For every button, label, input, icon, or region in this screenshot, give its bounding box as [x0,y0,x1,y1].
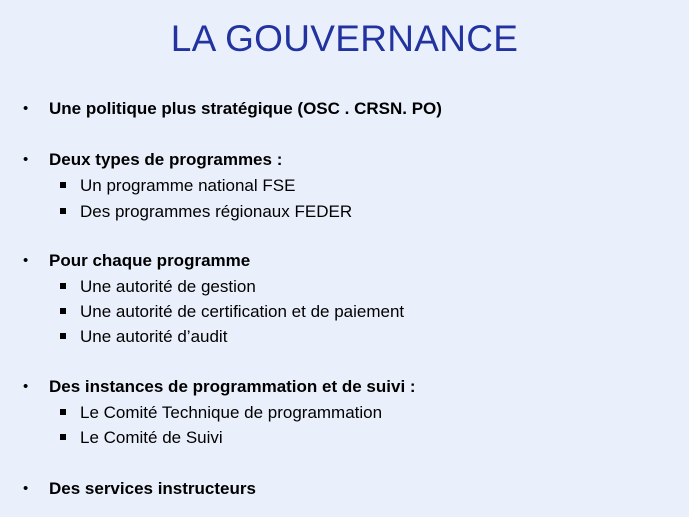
bullet-item [0,374,689,400]
sub-bullet-text: Une autorité d’audit [80,327,228,346]
sub-bullet-text: Une autorité de certification et de paiement [80,302,405,321]
sub-bullet-item [0,299,689,325]
sub-bullet-text: Le Comité Technique de programmation [80,403,383,422]
bullet-dot-icon: • [23,480,29,497]
bullet-item [0,248,689,274]
bullet-item [0,147,689,173]
bullet-heading: Deux types de programmes : [49,150,283,169]
sub-bullet-item [0,199,689,225]
bullet-heading: Des instances de programmation et de suivi : [49,377,416,396]
bullet-item [0,476,689,502]
bullet-dot-icon: • [23,100,29,117]
square-bullet-icon [60,283,66,289]
sub-bullet-text: Un programme national FSE [80,176,296,195]
bullet-item [0,96,689,122]
bullet-dot-icon: • [23,151,29,168]
sub-bullet-text: Des programmes régionaux FEDER [80,202,353,221]
bullet-heading: Pour chaque programme [49,251,251,270]
bullet-dot-icon: • [23,378,29,395]
sub-bullet-item [0,324,689,350]
sub-bullet-text: Une autorité de gestion [80,277,256,296]
square-bullet-icon [60,308,66,314]
square-bullet-icon [60,434,66,440]
slide-title: LA GOUVERNANCE [170,18,519,59]
sub-bullet-text: Le Comité de Suivi [80,428,223,447]
square-bullet-icon [60,409,66,415]
square-bullet-icon [60,333,66,339]
bullet-heading: Des services instructeurs [49,479,256,498]
sub-bullet-item [0,274,689,300]
square-bullet-icon [60,182,66,188]
bullet-dot-icon: • [23,252,29,269]
bullet-heading: Une politique plus stratégique (OSC . CRSN. PO) [49,99,442,118]
square-bullet-icon [60,208,66,214]
sub-bullet-item [0,425,689,451]
sub-bullet-item [0,400,689,426]
sub-bullet-item [0,173,689,199]
